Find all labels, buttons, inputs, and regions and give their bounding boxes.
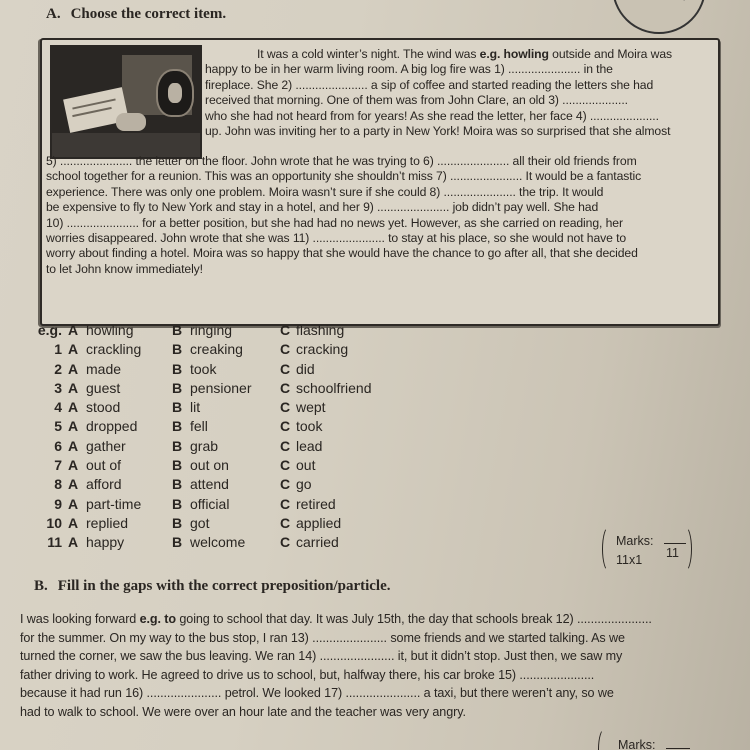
option-c: schoolfriend [296, 379, 372, 396]
option-b-letter: B [172, 418, 183, 435]
option-b-letter: B [172, 322, 183, 338]
option-b: official [190, 495, 230, 512]
passage-line [20, 684, 696, 703]
option-c: flashing [296, 322, 345, 338]
passage-text: worry about finding a hotel. Moira was so happy that she would have the chance to go after all, that she decided [46, 246, 638, 261]
option-a: stood [86, 399, 121, 416]
option-c-letter: C [280, 437, 291, 454]
option-c-letter: C [280, 341, 291, 358]
passage-text: had to walk to school. We were over an hour late and the teacher was very angry. [20, 704, 466, 719]
passage-text: to let John know immediately! [46, 261, 203, 276]
section-b-title [34, 578, 391, 595]
passage-text: be expensive to fly to New York and stay in a hotel, and her 9) ...................... job didn’t pay well. She had [46, 200, 599, 215]
passage-line [20, 610, 696, 629]
option-c-letter: C [280, 360, 291, 377]
option-c-letter: C [280, 399, 291, 416]
passage-line [46, 216, 702, 231]
passage-line [46, 169, 702, 184]
option-a-letter: A [68, 457, 79, 474]
option-b-letter: B [172, 399, 183, 416]
passage-text: who she had not heard from for years! As she read the letter, her face 4) ..................... [205, 108, 659, 123]
option-a: made [86, 360, 122, 377]
passage-text: father driving to work. He agreed to drive us to school, but, halfway there, his car broke 15) ...................... [20, 667, 595, 682]
passage-text: going to school that day. It was July 15th, the day that schools break 12) ...................... [175, 612, 652, 626]
option-c-letter: C [280, 322, 291, 338]
pic-face [168, 83, 182, 103]
passage-line [205, 47, 705, 62]
option-b-letter: B [172, 341, 183, 358]
passage-line [46, 200, 702, 215]
option-b: fell [190, 418, 208, 435]
section-a-title [46, 6, 226, 23]
passage-a-bottom [46, 154, 702, 277]
option-a-letter: A [68, 360, 79, 377]
option-c-letter: C [280, 418, 291, 435]
option-a: guest [86, 379, 121, 396]
option-b-letter: B [172, 514, 183, 531]
option-number: 1 [54, 341, 62, 358]
option-c-letter: C [280, 534, 291, 551]
passage-text: for the summer. On my way to the bus stop, I ran 13) ...................... some friends and we started talking. As we [20, 630, 625, 645]
passage-line [205, 78, 705, 93]
option-c: applied [296, 514, 342, 531]
option-c: wept [296, 399, 326, 416]
passage-a-top [205, 47, 705, 139]
option-b-letter: B [172, 476, 183, 493]
option-a: howling [86, 322, 134, 338]
marks-paren-left [598, 728, 612, 750]
option-b: ringing [190, 322, 233, 338]
passage-line [205, 62, 705, 77]
marks-paren-left [602, 526, 616, 572]
option-c: retired [296, 495, 336, 512]
passage-line [205, 93, 705, 108]
option-number: 7 [54, 457, 62, 474]
option-a-letter: A [68, 399, 79, 416]
section-b-title-text: Fill in the gaps with the correct preposition/particle. [57, 578, 391, 594]
pic-hand [116, 113, 146, 131]
section-a-title-text: Choose the correct item. [70, 6, 227, 22]
option-a-letter: A [68, 379, 79, 396]
option-number: 3 [54, 379, 62, 396]
option-b: grab [190, 437, 219, 454]
passage-text: It was a cold winter’s night. The wind was [257, 47, 480, 61]
option-b: got [190, 514, 210, 531]
option-c: took [296, 418, 323, 435]
passage-text: worries disappeared. John wrote that she was 11) ...................... to stay at his place, so she would not have to [46, 231, 627, 246]
passage-line [20, 629, 696, 648]
option-c-letter: C [280, 495, 291, 512]
option-b: out on [190, 457, 229, 474]
option-c: out [296, 457, 316, 474]
passage-line [46, 262, 702, 277]
option-b-letter: B [172, 379, 183, 396]
illustration-woman-reading-letter [50, 45, 202, 159]
marks-label: Marks: [616, 534, 654, 548]
option-c-letter: C [280, 379, 291, 396]
clock-illustration [612, 0, 706, 34]
option-a: part-time [86, 495, 142, 512]
passage-line [20, 647, 696, 666]
option-a: afford [86, 476, 122, 493]
marks-paren-right [678, 526, 692, 572]
option-number: 6 [54, 437, 62, 454]
option-number: 5 [54, 418, 62, 435]
option-c-letter: C [280, 457, 291, 474]
option-a: dropped [86, 418, 138, 435]
passage-text: I was looking forward [20, 612, 140, 626]
passage-text: up. John was inviting her to a party in New York! Moira was so surprised that she almost [205, 124, 671, 139]
section-a-letter: A. [46, 6, 61, 22]
option-a-letter: A [68, 418, 79, 435]
marks-weight: 11x1 [616, 553, 643, 567]
option-b-letter: B [172, 437, 183, 454]
option-number: 9 [54, 495, 62, 512]
option-c: did [296, 360, 315, 377]
option-c-letter: C [280, 476, 291, 493]
example-answer: e.g. to [139, 612, 176, 626]
option-a: out of [86, 457, 122, 474]
passage-line [46, 185, 702, 200]
option-c: go [296, 476, 312, 493]
option-b-letter: B [172, 495, 183, 512]
passage-text: 10) ...................... for a better position, but she had had no news yet. However, as she carried on reading, her [46, 215, 623, 230]
passage-text: because it had run 16) ...................... petrol. We looked 17) ...................... a taxi, but there weren’t any, so we [20, 686, 614, 701]
passage-line [46, 231, 702, 246]
marks-fraction-line [664, 543, 686, 544]
option-b-letter: B [172, 360, 183, 377]
option-b-letter: B [172, 457, 183, 474]
passage-text: experience. There was only one problem. Moira wasn’t sure if she could 8) ...................... the trip. It would [46, 184, 604, 199]
option-a-letter: A [68, 495, 79, 512]
option-a: happy [86, 534, 125, 551]
passage-text: 5) ...................... the letter on the floor. John wrote that he was trying to 6) ...................... all their old friends from [46, 154, 637, 168]
passage-text: happy to be in her warm living room. A big log fire was 1) ...................... in the [205, 62, 613, 77]
option-a-letter: A [68, 514, 79, 531]
option-a-letter: A [68, 341, 79, 358]
passage-text: outside and Moira was [548, 47, 672, 61]
marks-box-a [604, 526, 692, 572]
passage-text: school together for a reunion. This was an opportunity she shouldn’t miss 7) ...................... It would be a fantastic [46, 169, 642, 184]
example-answer: e.g. howling [479, 47, 549, 61]
option-number: 8 [54, 476, 62, 493]
option-b: attend [190, 476, 229, 493]
passage-line [205, 109, 705, 124]
passage-line [46, 154, 702, 169]
option-b: creaking [190, 341, 243, 358]
option-number: 11 [47, 534, 62, 551]
passage-line [20, 666, 696, 685]
option-c: lead [296, 437, 323, 454]
option-b: took [190, 360, 217, 377]
option-number: 10 [46, 514, 62, 531]
option-a: replied [86, 514, 129, 531]
option-a-letter: A [68, 437, 79, 454]
option-c-letter: C [280, 514, 291, 531]
passage-line [46, 246, 702, 261]
option-b: welcome [190, 534, 246, 551]
option-a-letter: A [68, 322, 79, 338]
marks-total: 11 [666, 546, 679, 560]
option-a-letter: A [68, 534, 79, 551]
option-b: pensioner [190, 379, 252, 396]
option-number: 2 [54, 360, 62, 377]
option-number: e.g. [37, 322, 62, 338]
marks-label: Marks: [618, 738, 656, 750]
passage-line [20, 703, 696, 722]
option-a: crackling [86, 341, 142, 358]
passage-line [205, 124, 705, 139]
option-number: 4 [54, 399, 62, 416]
option-b-letter: B [172, 534, 183, 551]
option-a: gather [86, 437, 126, 454]
passage-text: received that morning. One of them was from John Clare, an old 3) .................... [205, 93, 628, 108]
passage-text: turned the corner, we saw the bus leaving. We ran 14) ...................... it, but it didn’t stop. Just then, we saw my [20, 649, 623, 664]
option-b: lit [190, 399, 201, 416]
option-a-letter: A [68, 476, 79, 493]
marks-fraction-line [666, 748, 690, 749]
option-c: carried [296, 534, 339, 551]
passage-text: fireplace. She 2) ...................... a sip of coffee and started reading the letters she had [205, 77, 654, 92]
section-b-letter: B. [34, 578, 48, 594]
passage-b [20, 610, 696, 722]
option-c: cracking [296, 341, 349, 358]
